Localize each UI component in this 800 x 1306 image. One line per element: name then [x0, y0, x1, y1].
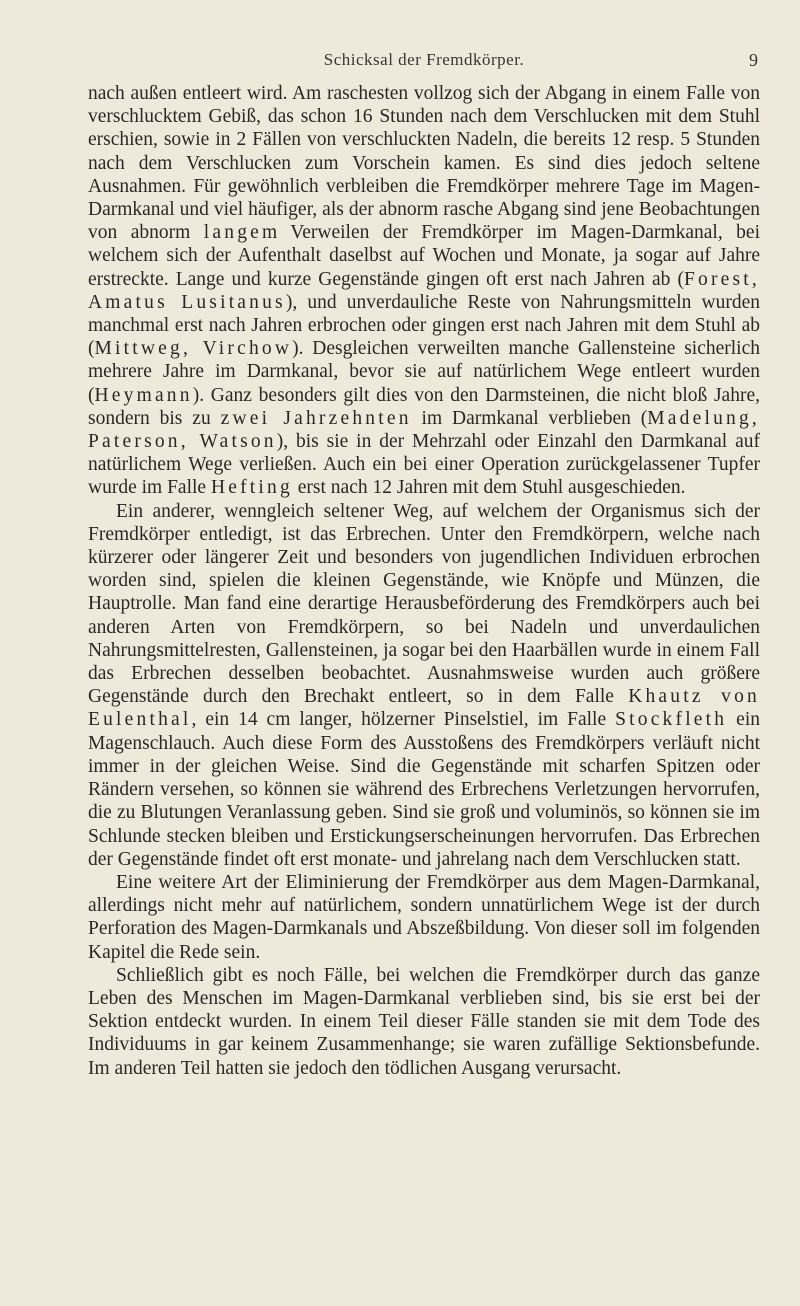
- text-run: erst nach 12 Jahren mit dem Stuhl ausgeschieden.: [292, 477, 686, 499]
- text-run: ), und unverdauliche Reste von Nahrungsmitteln wurden manchmal erst nach Jahren erbrochen oder gingen erst nach Jahren mit dem Stuhl ab (: [88, 291, 760, 360]
- text-run: , ein 14 cm langer, hölzerner Pinselstiel, im Falle: [191, 709, 616, 731]
- spaced-name: Madelung, Paterson, Watson: [88, 407, 760, 453]
- text-run: ). Ganz besonders gilt dies von den Darmsteinen, die nicht bloß Jahre, sondern bis zu: [88, 384, 760, 429]
- paragraph-4: [88, 964, 760, 1080]
- spaced-name: Heymann: [94, 384, 193, 406]
- page-number: 9: [749, 50, 758, 70]
- paragraph-1: [88, 82, 760, 500]
- spaced-name: Mittweg, Virchow: [94, 338, 293, 360]
- text-run: Schließlich gibt es noch Fälle, bei welchen die Fremdkörper durch das ganze Leben des Menschen im Magen-Darmkanal verblieben sind, bis sie erst bei der Sektion entdeckt wurden. In einem Teil dieser Fälle standen sie mit dem Tode des Individuums in gar keinem Zusammenhange; sie waren zufällige Sektionsbefunde. Im anderen Teil hatten sie jedoch den tödlichen Ausgang verursacht.: [88, 964, 760, 1079]
- spaced-name: Forest, Amatus Lusitanus: [88, 268, 760, 313]
- text-run: nach außen entleert wird. Am raschesten vollzog sich der Abgang in einem Falle von verschlucktem Gebiß, das schon 16 Stunden nach dem Verschlucken mit dem Stuhl erschien, sowie in 2 Fällen von verschluckten Nadeln, die bereits 12 resp. 5 Stunden nach dem Verschlucken zum Vorschein kamen. Es sind dies jedoch seltene Ausnahmen. Für gewöhnlich verbleiben die Fremdkörper mehrere Tage im Magen-Darmkanal und viel häufiger, als der abnorm rasche Abgang sind jene Beobachtungen von abnorm: [88, 83, 760, 244]
- page-header: [88, 50, 760, 76]
- text-run: Ein anderer, wenngleich seltener Weg, auf welchem der Organismus sich der Fremdkörper entledigt, ist das Erbrechen. Unter den Fremdkörpern, welche nach kürzerer oder längerer Zeit und besonders von jugendlichen Individuen erbrochen worden sind, spielen die kleinen Gegenstände, wie Knöpfe und Münzen, die Hauptrolle. Man fand eine derartige Herausbeförderung des Fremdkörpers auch bei anderen Arten von Fremdkörpern, so bei Nadeln und unverdaulichen Nahrungsmittelresten, Gallensteinen, ja sogar bei den Haarbällen wurde in einem Fall das Erbrechen desselben beobachtet. Ausnahmsweise wurden auch größere Gegenstände durch den Brechakt entleert, so in dem Falle: [88, 500, 760, 708]
- paragraph-2: [88, 500, 760, 871]
- spaced-name: Stockfleth: [615, 709, 728, 731]
- text-run: m Verweilen der Fremdkörper im Magen-Darmkanal, bei welchem sich der Aufenthalt daselbst auf Wochen und Monate, ja sogar auf Jahre erstreckte. Lange und kurze Gegenstände gingen oft erst nach Jahren ab (: [88, 222, 760, 290]
- text-run: ), bis sie in der Mehrzahl oder Einzahl den Darmkanal auf natürlichem Wege verließen. Auch ein bei einer Operation zurückgelassener Tupfer wurde im Falle: [88, 431, 760, 499]
- body-text: [88, 82, 760, 1080]
- spaced-name: lange: [203, 222, 263, 244]
- spaced-name: zwei Jahrzehnten: [220, 407, 412, 429]
- text-run: ). Desgleichen verweilten manche Gallensteine sicherlich mehrere Jahre im Darmkanal, bevor sie auf natürlichem Wege entleert wurden (: [88, 338, 760, 406]
- paragraph-3: [88, 871, 760, 964]
- spaced-name: Khautz von Eulenthal: [88, 686, 761, 731]
- text-run: im Darmkanal verblieben (: [411, 407, 648, 429]
- running-head: Schicksal der Fremdkörper.: [323, 50, 525, 69]
- spaced-name: Hefting: [210, 477, 293, 499]
- text-run: Eine weitere Art der Eliminierung der Fremdkörper aus dem Magen-Darmkanal, allerdings nicht mehr auf natürlichem, sondern unnatürlichem Wege ist der durch Perforation des Magen-Darmkanals und Abszeßbildung. Von dieser soll im folgenden Kapitel die Rede sein.: [88, 871, 760, 963]
- text-run: ein Magenschlauch. Auch diese Form des Ausstoßens des Fremdkörpers verläuft nicht immer in der gleichen Weise. Sind die Gegenstände mit scharfen Spitzen oder Rändern versehen, so können sie während des Erbrechens Verletzungen hervorrufen, die zu Blutungen Veranlassung geben. Sind sie groß und voluminös, so können sie im Schlunde stecken bleiben und Erstickungserscheinungen hervorrufen. Das Erbrechen der Gegenstände findet oft erst monate- und jahrelang nach dem Verschlucken statt.: [88, 709, 760, 870]
